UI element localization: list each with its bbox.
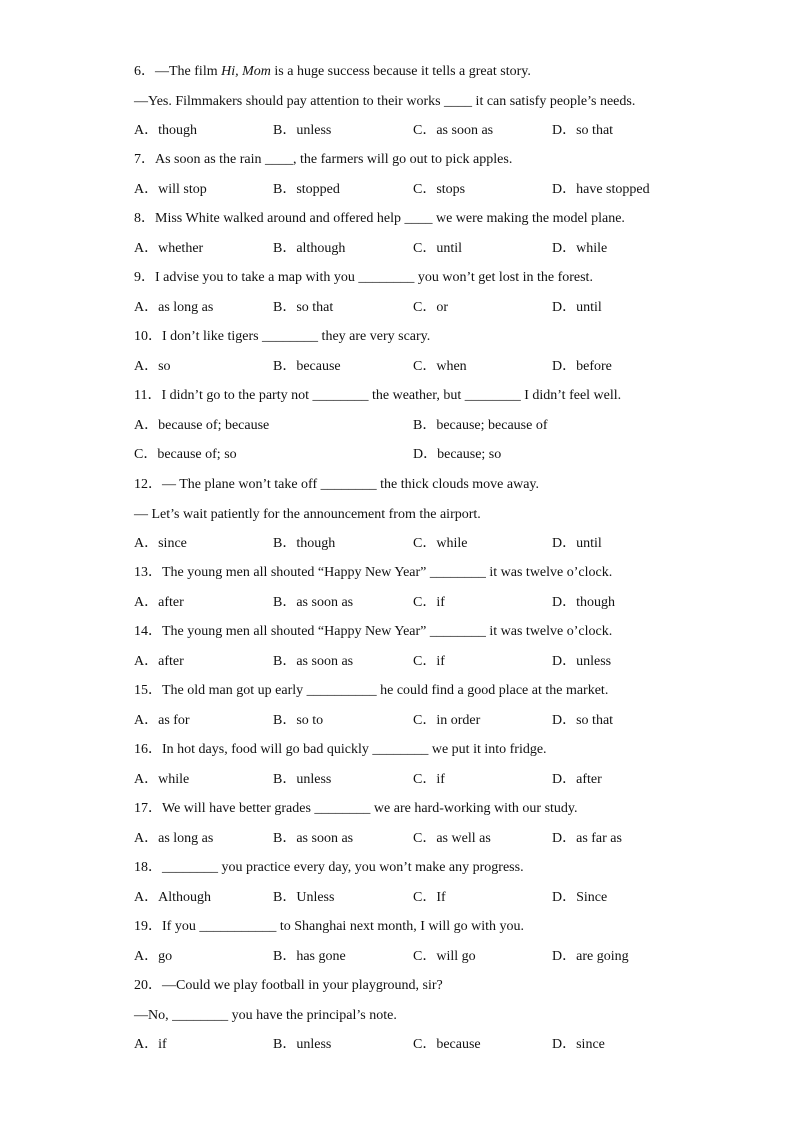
option-a[interactable]: A．since	[134, 536, 187, 551]
question-10-options	[134, 358, 694, 376]
option-d[interactable]: D．though	[552, 595, 615, 610]
option-c[interactable]: C．because of; so	[134, 447, 237, 462]
option-c[interactable]: C．if	[413, 654, 445, 669]
question-7-options	[134, 181, 694, 199]
option-c[interactable]: C．if	[413, 772, 445, 787]
option-d[interactable]: D．so that	[552, 713, 614, 728]
film-title: Hi, Mom	[221, 64, 271, 79]
question-20-stem: 20．—Could we play football in your playground, sir?	[134, 978, 443, 993]
question-9-options	[134, 299, 694, 317]
question-19-options	[134, 948, 694, 966]
question-15-options	[134, 712, 694, 730]
option-b[interactable]: B．because; because of	[413, 418, 548, 433]
option-d[interactable]: D．as far as	[552, 831, 622, 846]
question-11-options-row1	[134, 417, 694, 435]
option-b[interactable]: B．as soon as	[273, 595, 354, 610]
option-d[interactable]: D．have stopped	[552, 182, 650, 197]
option-d[interactable]: D．until	[552, 536, 602, 551]
question-12-options	[134, 535, 694, 553]
option-d[interactable]: D．unless	[552, 654, 612, 669]
question-13-stem: 13．The young men all shouted “Happy New Year” ________ it was twelve o’clock.	[134, 565, 613, 580]
question-17-stem: 17．We will have better grades ________ we are hard-working with our study.	[134, 801, 578, 816]
option-c[interactable]: C．until	[413, 241, 463, 256]
option-d[interactable]: D．before	[552, 359, 612, 374]
option-b[interactable]: B．stopped	[273, 182, 340, 197]
option-b[interactable]: B．unless	[273, 1037, 332, 1052]
question-11-stem: 11．I didn’t go to the party not ________ the weather, but ________ I didn’t feel well.	[134, 388, 622, 403]
option-a[interactable]: A．if	[134, 1037, 167, 1052]
option-d[interactable]: D．since	[552, 1037, 605, 1052]
question-14-stem: 14．The young men all shouted “Happy New Year” ________ it was twelve o’clock.	[134, 624, 613, 639]
option-a[interactable]: A．as for	[134, 713, 190, 728]
option-b[interactable]: B．though	[273, 536, 336, 551]
question-12-reply: — Let’s wait patiently for the announcement from the airport.	[134, 507, 481, 522]
option-d[interactable]: D．while	[552, 241, 608, 256]
option-a[interactable]: A．so	[134, 359, 171, 374]
option-c[interactable]: C．while	[413, 536, 468, 551]
option-c[interactable]: C．when	[413, 359, 467, 374]
option-b[interactable]: B．has gone	[273, 949, 346, 964]
question-19-stem: 19．If you ___________ to Shanghai next month, I will go with you.	[134, 919, 525, 934]
question-13-options	[134, 594, 694, 612]
option-c[interactable]: C．if	[413, 595, 445, 610]
question-9-stem: 9．I advise you to take a map with you ________ you won’t get lost in the forest.	[134, 270, 593, 285]
question-18-stem: 18．________ you practice every day, you won’t make any progress.	[134, 860, 524, 875]
option-d[interactable]: D．after	[552, 772, 602, 787]
option-b[interactable]: B．unless	[273, 123, 332, 138]
option-c[interactable]: C．stops	[413, 182, 466, 197]
option-a[interactable]: A．go	[134, 949, 173, 964]
option-c[interactable]: C．or	[413, 300, 448, 315]
question-6-stem: 6．—The film Hi, Mom is a huge success because it tells a great story.	[134, 64, 531, 79]
question-20-reply: —No, ________ you have the principal’s note.	[134, 1008, 397, 1023]
option-d[interactable]: D．so that	[552, 123, 614, 138]
option-a[interactable]: A．while	[134, 772, 190, 787]
option-a[interactable]: A．after	[134, 595, 184, 610]
option-b[interactable]: B．so to	[273, 713, 324, 728]
option-b[interactable]: B．unless	[273, 772, 332, 787]
option-a[interactable]: A．as long as	[134, 831, 214, 846]
question-8-options	[134, 240, 694, 258]
question-7-stem: 7．As soon as the rain ____, the farmers will go out to pick apples.	[134, 152, 513, 167]
question-15-stem: 15．The old man got up early __________ he could find a good place at the market.	[134, 683, 609, 698]
option-b[interactable]: B．because	[273, 359, 341, 374]
option-d[interactable]: D．Since	[552, 890, 608, 905]
option-a[interactable]: A．whether	[134, 241, 204, 256]
option-d[interactable]: D．until	[552, 300, 602, 315]
question-8-stem: 8．Miss White walked around and offered help ____ we were making the model plane.	[134, 211, 625, 226]
option-d[interactable]: D．because; so	[413, 447, 502, 462]
option-c[interactable]: C．If	[413, 890, 446, 905]
question-6-options	[134, 122, 694, 140]
option-a[interactable]: A．as long as	[134, 300, 214, 315]
question-16-options	[134, 771, 694, 789]
question-14-options	[134, 653, 694, 671]
option-b[interactable]: B．as soon as	[273, 831, 354, 846]
option-a[interactable]: A．because of; because	[134, 418, 270, 433]
question-16-stem: 16．In hot days, food will go bad quickly ________ we put it into fridge.	[134, 742, 547, 757]
option-a[interactable]: A．Although	[134, 890, 211, 905]
question-6-reply: —Yes. Filmmakers should pay attention to their works ____ it can satisfy people’s needs.	[134, 94, 636, 109]
question-18-options	[134, 889, 694, 907]
option-c[interactable]: C．will go	[413, 949, 476, 964]
option-b[interactable]: B．so that	[273, 300, 334, 315]
option-c[interactable]: C．as well as	[413, 831, 491, 846]
question-11-options-row2	[134, 446, 694, 464]
option-a[interactable]: A．after	[134, 654, 184, 669]
option-c[interactable]: C．because	[413, 1037, 481, 1052]
option-c[interactable]: C．in order	[413, 713, 481, 728]
option-b[interactable]: B．as soon as	[273, 654, 354, 669]
option-b[interactable]: B．although	[273, 241, 346, 256]
question-20-options	[134, 1036, 694, 1054]
option-d[interactable]: D．are going	[552, 949, 629, 964]
option-b[interactable]: B．Unless	[273, 890, 335, 905]
question-12-stem: 12．— The plane won’t take off ________ the thick clouds move away.	[134, 477, 540, 492]
question-17-options	[134, 830, 694, 848]
option-c[interactable]: C．as soon as	[413, 123, 494, 138]
option-a[interactable]: A．though	[134, 123, 197, 138]
question-10-stem: 10．I don’t like tigers ________ they are very scary.	[134, 329, 431, 344]
option-a[interactable]: A．will stop	[134, 182, 207, 197]
